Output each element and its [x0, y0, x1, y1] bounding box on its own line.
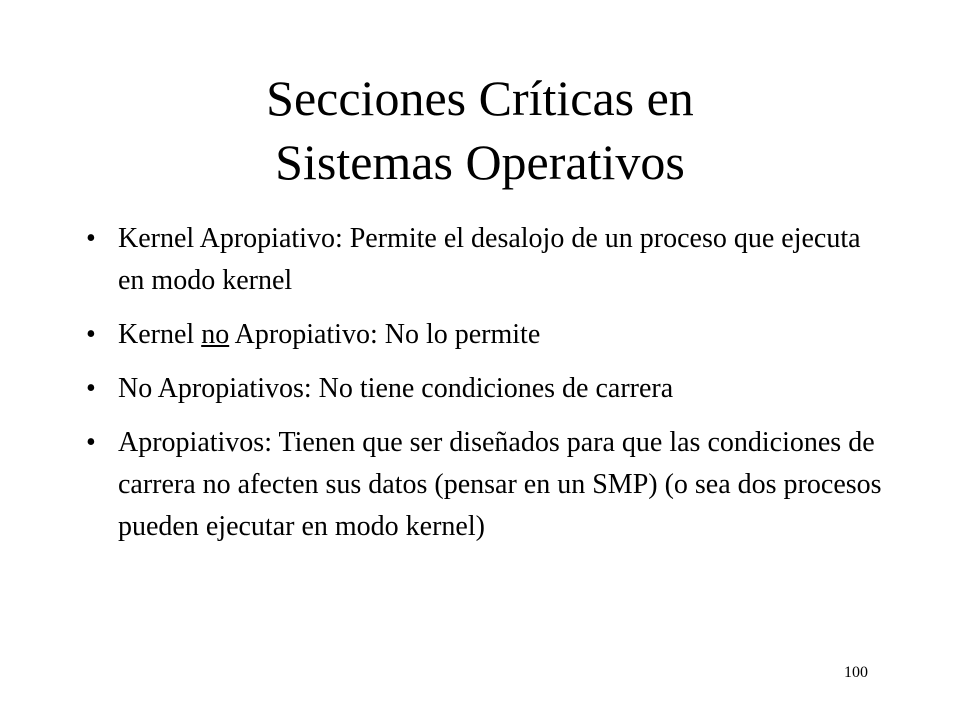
bullet-text-2-underlined: no: [201, 319, 230, 350]
title-line-1: Secciones Críticas en: [266, 70, 694, 126]
title-line-2: Sistemas Operativos: [275, 134, 685, 190]
bullet-text-2: [118, 314, 886, 356]
bullet-item-2: [86, 314, 886, 356]
page-number: 100: [844, 664, 868, 681]
bullet-dot-2: •: [86, 319, 96, 350]
bullet-text-4: Apropiativos: Tienen que ser diseñados para que las condiciones de carrera no afecten sus datos (pensar en un SMP) (o sea dos procesos pueden ejecutar en modo kernel): [118, 427, 882, 542]
bullet-item-3: [86, 368, 886, 410]
bullet-dot-1: •: [86, 223, 96, 254]
bullet-list: [86, 218, 886, 560]
bullet-dot-3: •: [86, 373, 96, 404]
slide-title: [0, 66, 960, 194]
bullet-text-2-after: Apropiativo: No lo permite: [229, 319, 541, 350]
bullet-dot-4: •: [86, 427, 96, 458]
bullet-text-2-before: Kernel: [118, 319, 202, 350]
bullet-text-3: No Apropiativos: No tiene condiciones de carrera: [118, 373, 674, 404]
bullet-item-1: [86, 218, 886, 302]
bullet-item-4: [86, 422, 886, 548]
bullet-text-1: Kernel Apropiativo: Permite el desalojo de un proceso que ejecuta en modo kernel: [118, 223, 861, 296]
